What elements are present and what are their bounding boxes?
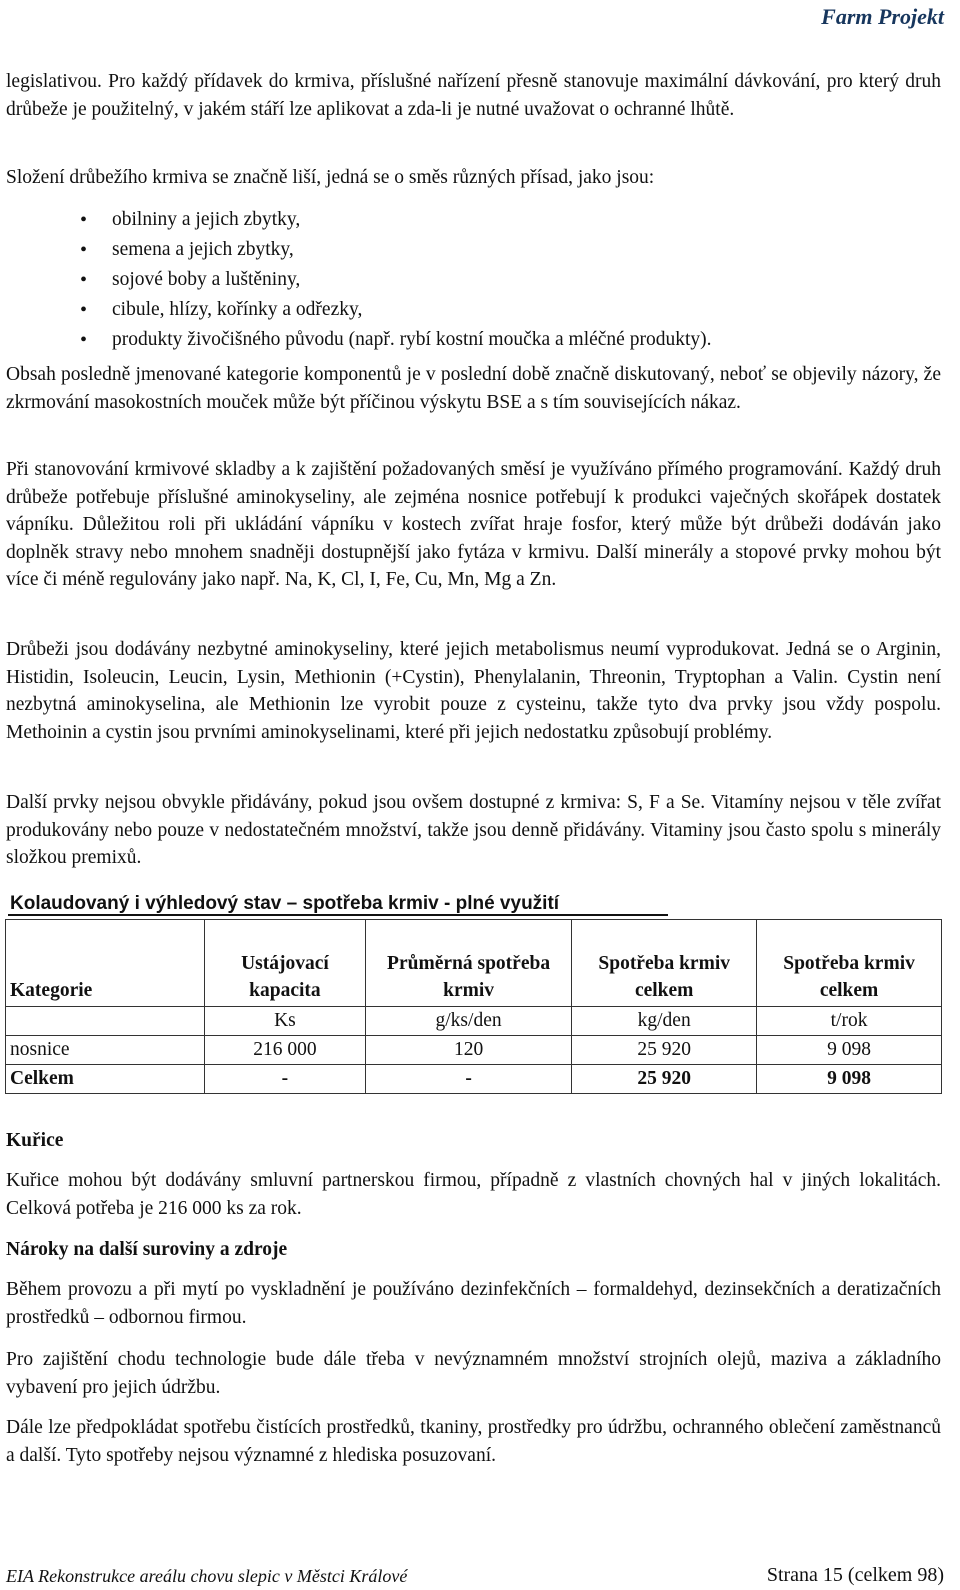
table-cell: 25 920 [572,1036,757,1065]
units-cell: Ks [205,1007,366,1036]
paragraph-legislation: legislativou. Pro každý přídavek do krmiva, příslušné nařízení přesně stanovuje maximální dávkování, pro který druh drůbeže je použitelný, v jakém stáří lze aplikovat a zda-li je nutné uvažovat o ochranné lhůtě. [6,71,941,120]
table-cell: 120 [365,1036,571,1065]
paragraph-oils: Pro zajištění chodu technologie bude dále třeba v nevýznamném množství strojních olejů, maziva a základního vybavení pro jejich údržbu. [6,1349,941,1398]
total-cell: - [205,1065,366,1094]
list-item: • cibule, hlízy, kořínky a odřezky, [80,295,712,325]
header-cell: Průměrná spotřeba krmiv [365,920,571,1007]
header-cell: Ustájovací kapacita [205,920,366,1007]
total-cell: 25 920 [572,1065,757,1094]
table-cell: nosnice [6,1036,205,1065]
list-item: • semena a jejich zbytky, [80,235,712,265]
paragraph-programming: Při stanovování krmivové skladby a k zajištění požadovaných směsí je využíváno přímého programování. Každý druh drůbeže potřebuje příslušné aminokyseliny, ale zejména nosnice potřebují k produkci vaječných skořápek dostatek vápníku. Důležitou roli při ukládání vápníku v kostech zvířat hraje fosfor, který může být drůbeži dodáván jako doplněk stravy nebo mnohem snadněji dostupnější jako fytáza v krmivu. Další minerály a stopové prvky mohou být více či méně regulovány jako např. Na, K, Cl, I, Fe, Cu, Mn, Mg a Zn. [6,459,941,591]
units-cell: g/ks/den [365,1007,571,1036]
table-title: Kolaudovaný i výhledový stav – spotřeba krmiv - plné využití [10,893,560,914]
header-cell: Spotřeba krmiv celkem [572,920,757,1007]
table-header-row [6,920,942,1007]
units-cell: kg/den [572,1007,757,1036]
feed-consumption-table [5,919,942,1094]
table-cell: 9 098 [757,1036,942,1065]
units-cell [6,1007,205,1036]
table-total-row [6,1065,942,1094]
table-cell: 216 000 [205,1036,366,1065]
paragraph-feed-composition: Složení drůbežího krmiva se značně liší, jedná se o směs různých přísad, jako jsou: [6,167,655,188]
paragraph-disinfection: Během provozu a při mytí po vyskladnění je používáno dezinfekčních – formaldehyd, dezinsekčních a deratizačních prostředků – odbornou firmou. [6,1279,941,1328]
header-cell: Kategorie [6,920,205,1007]
footer-document-title: EIA Rekonstrukce areálu chovu slepic v Městci Králové [6,1566,408,1586]
section-heading-naroky: Nároky na další suroviny a zdroje [6,1239,288,1260]
paragraph-bse: Obsah posledně jmenované kategorie komponentů je v poslední době značně diskutovaný, neboť se objevily názory, že zkrmování masokostních mouček může být příčinou výskytu BSE a s tím souvisejících nákaz. [6,364,941,413]
paragraph-amino-acids: Drůbeži jsou dodávány nezbytné aminokyseliny, které jejich metabolismus neumí vyprodukovat. Jedná se o Arginin, Histidin, Isoleucin, Leucin, Lysin, Methionin (+Cystin), Phenylalanin, Threonin, Tryptophan a Valin. Cystin není nezbytná aminokyselina, ale Methionin lze vyrobit pouze z cysteinu, takže tyto dva prvky jsou vždy pospolu. Methoinin a cystin jsou prvními aminokyselinami, které při jejich nedostatku způsobují problémy. [6,639,941,743]
table-row [6,1036,942,1065]
table-units-row [6,1007,942,1036]
units-cell: t/rok [757,1007,942,1036]
paragraph-kurice: Kuřice mohou být dodávány smluvní partnerskou firmou, případně z vlastních chovných hal v jiných lokalitách. Celková potřeba je 216 000 ks za rok. [6,1170,941,1219]
list-item: • sojové boby a luštěniny, [80,265,712,295]
total-cell: Celkem [6,1065,205,1094]
list-item: • obilniny a jejich zbytky, [80,205,712,235]
header-cell: Spotřeba krmiv celkem [757,920,942,1007]
section-heading-kurice: Kuřice [6,1130,64,1151]
ingredient-list [80,205,712,355]
footer-page-number: Strana 15 (celkem 98) [766,1564,944,1586]
list-item: • produkty živočišného původu (např. rybí kostní moučka a mléčné produkty). [80,325,712,355]
total-cell: - [365,1065,571,1094]
brand-header: Farm Projekt [821,4,944,29]
paragraph-vitamins: Další prvky nejsou obvykle přidávány, pokud jsou ovšem dostupné z krmiva: S, F a Se. Vitamíny nejsou v těle zvířat produkovány nebo pouze v nedostatečném množství, takže jsou denně přidávány. Vitaminy jsou často spolu s minerály složkou premixů. [6,792,941,869]
paragraph-cleaning: Dále lze předpokládat spotřebu čistících prostředků, tkaniny, prostředky pro údržbu, ochranného oblečení zaměstnanců a další. Tyto spotřeby nejsou významné z hlediska posuzovaní. [6,1417,941,1466]
table-title-underline [8,914,668,916]
total-cell: 9 098 [757,1065,942,1094]
